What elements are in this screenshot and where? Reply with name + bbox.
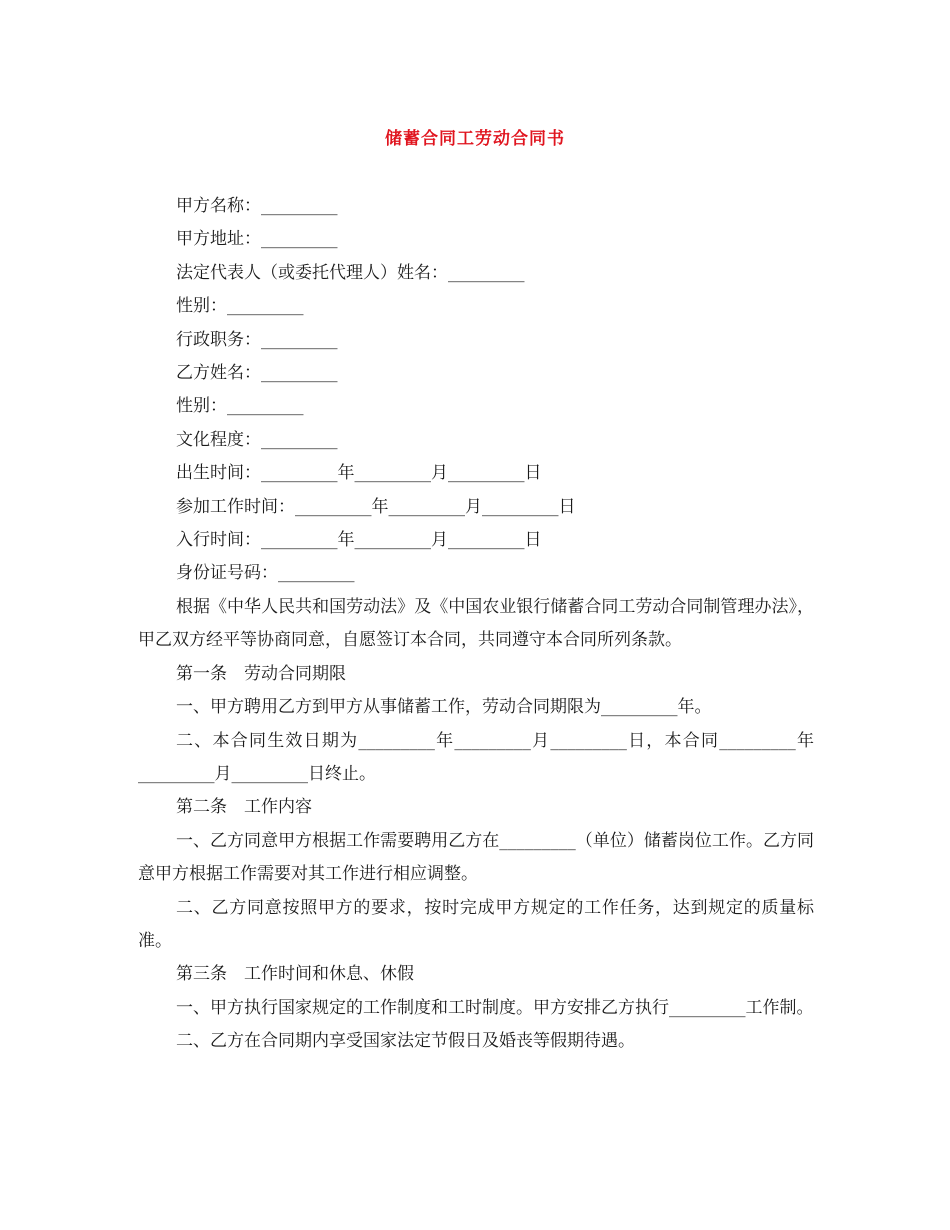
administrative-position-line: 行政职务：_________ [176,329,338,350]
bank-entry-date-line: 入行时间：_________年_________月_________日 [176,530,542,551]
party-a-name-line: 甲方名称：_________ [176,196,338,216]
work-start-date-line: 参加工作时间：_________年_________月_________日 [176,496,576,517]
article-1-heading: 第一条 劳动合同期限 [176,663,346,684]
article-3-clause-2: 二、乙方在合同期内享受国家法定节假日及婚丧等假期待遇。 [176,1031,635,1052]
education-level-line: 文化程度：_________ [176,429,338,450]
birth-date-line: 出生时间：_________年_________月_________日 [176,463,542,484]
legal-representative-line: 法定代表人（或委托代理人）姓名：_________ [176,262,525,283]
preamble-paragraph: 根据《中华人民共和国劳动法》及《中国农业银行储蓄合同工劳动合同制管理办法》，甲乙双方经平等协商同意，自愿签订本合同，共同遵守本合同所列条款。 [138,596,814,651]
id-number-line: 身份证号码：_________ [176,563,355,584]
article-3-clause-1: 一、甲方执行国家规定的工作制度和工时制度。甲方安排乙方执行_________工作制。 [176,997,814,1018]
party-a-address-line: 甲方地址：_________ [176,229,338,250]
document-body [138,190,814,1059]
document-title: 储蓄合同工劳动合同书 [385,129,565,149]
article-1-clause-1: 一、甲方聘用乙方到甲方从事储蓄工作，劳动合同期限为_________年。 [176,697,712,718]
article-1-clause-2: 二、本合同生效日期为_________年_________月_________日，本合同_________年_________月_________日终止。 [138,730,814,784]
article-2-clause-1: 一、乙方同意甲方根据工作需要聘用乙方在_________（单位）储蓄岗位工作。乙方同意甲方根据工作需要对其工作进行相应调整。 [138,830,814,885]
article-2-clause-2: 二、乙方同意按照甲方的要求，按时完成甲方规定的工作任务，达到规定的质量标准。 [138,897,814,951]
party-b-gender-line: 性别：_________ [176,396,304,417]
article-3-heading: 第三条 工作时间和休息、休假 [176,964,414,985]
party-b-name-line: 乙方姓名：_________ [176,363,338,384]
article-2-heading: 第二条 工作内容 [176,797,312,818]
party-a-gender-line: 性别：_________ [176,296,304,317]
